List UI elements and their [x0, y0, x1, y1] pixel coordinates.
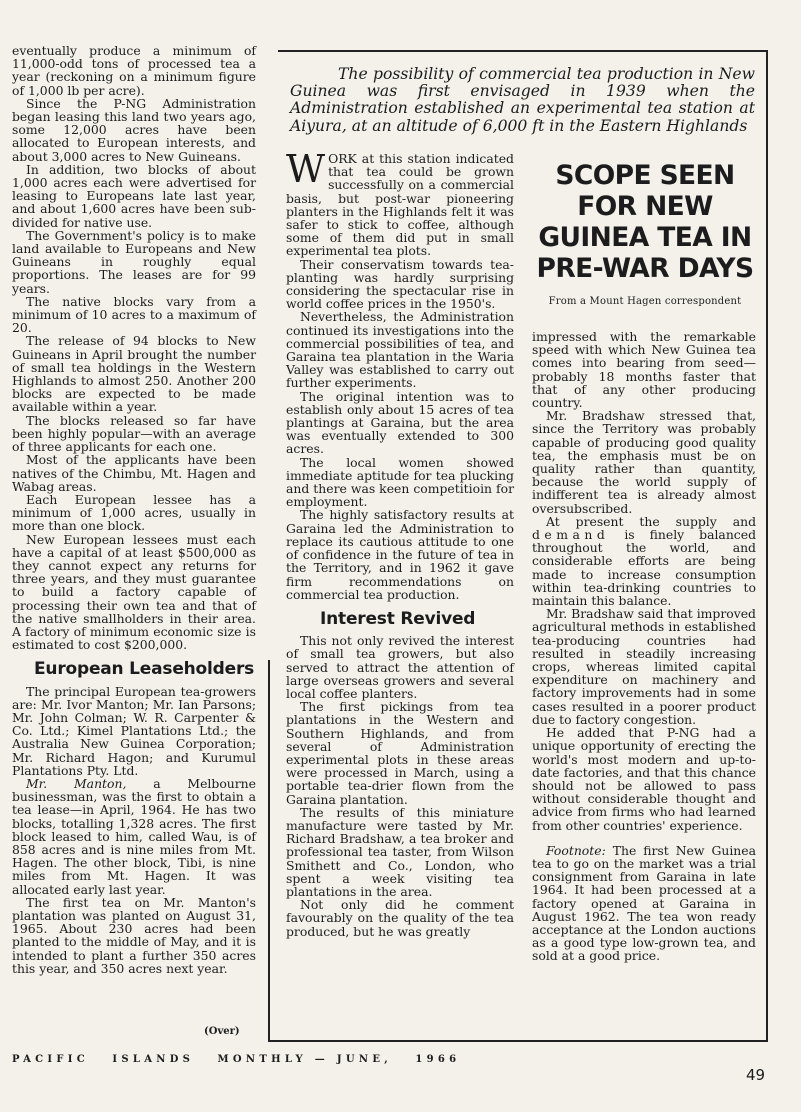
footnote-text: The first New Guinea tea to go on the market was a trial consignment from Garaina in late 1964. It had been processed at a factory opened at Garaina in August 1962. The tea won ready acceptance at the London auctions as a good type low-grown tea, and sold at a good price.: [532, 842, 756, 964]
paragraph: The principal European tea-growers are: Mr. Ivor Manton; Mr. Ian Parsons; Mr. John Colman; W. R. Carpenter & Co. Ltd.; Kimel Plantations Ltd.; the Australia New Guinea Corporation; Mr. Richard Hagon; and Kurumul Plantations Pty. Ltd.: [12, 683, 256, 778]
box-rule-left: [268, 660, 270, 1040]
byline: From a Mount Hagen correspondent: [548, 296, 742, 307]
box-rule-top: [278, 50, 768, 52]
paragraph: The local women showed immediate aptitude for tea plucking and there was keen competitioin for employment.: [286, 454, 514, 510]
paragraph: impressed with the remarkable speed with which New Guinea tea comes into bearing from seed—probably 18 months faster that that of any other producing country.: [532, 329, 756, 411]
section-subheading: Interest Revived: [320, 608, 476, 629]
paragraph: The highly satisfactory results at Garaina led the Administration to replace its cautious attitude to one of confidence in the future of tea in the Territory, and in 1962 it gave firm recommendations on commercial tea production.: [286, 507, 514, 602]
paragraph: Nevertheless, the Administration continued its investigations into the commercial possibilities of tea, and Garaina tea plantation in the Waria Valley was established to carry out further experiments.: [286, 309, 514, 391]
article-headline: SCOPE SEEN FOR NEW GUINEA TEA IN PRE-WAR DAYS: [536, 160, 754, 284]
paragraph-text: is finely balanced throughout the world, and considerable efforts are being made to increase consumption within tea-drinking countries to maintain this balance.: [532, 527, 756, 609]
paragraph: Each European lessee has a minimum of 1,000 acres, usually in more than one block.: [12, 491, 256, 534]
paragraph: The first pickings from tea plantations in the Western and Southern Highlands, and from several of Administration experimental plots in these areas were processed in March, using a portable tea-drier flown from the Garaina plantation.: [286, 699, 514, 807]
paragraph: New European lessees must each have a capital of at least $500,000 as they cannot expect any returns for three years, and they must guarantee to build a factory capable of processing their own tea and that of the native smallholders in their area. A factory of minimum economic size is estimated to cost $200,000.: [12, 531, 256, 653]
spaced-word: demand: [532, 527, 610, 543]
column-right: [532, 330, 756, 963]
paragraph: The blocks released so far have been highly popular—with an average of three applicants for each one.: [12, 412, 256, 455]
italic-lead-in: Mr. Manton,: [26, 775, 127, 791]
paragraph: Most of the applicants have been natives of the Chimbu, Mt. Hagen and Wabag areas.: [12, 452, 256, 494]
paragraph: [12, 777, 256, 896]
paragraph: The first tea on Mr. Manton's plantation was planted on August 31, 1965. About 230 acres had been planted to the middle of May, and it is intended to plant a further 350 acres this year, and 350 acres next year.: [12, 894, 256, 976]
paragraph: The Government's policy is to make land available to Europeans and New Guineans in roughly equal proportions. The leases are for 99 years.: [12, 227, 256, 296]
column-left: [12, 44, 256, 975]
page-number: 49: [746, 1066, 766, 1084]
paragraph: The original intention was to establish only about 15 acres of tea plantings at Garaina, but the area was eventually extended to 300 acres.: [286, 388, 514, 457]
paragraph: Their conservatism towards tea-planting was hardly surprising considering the spectacular rise in world coffee prices in the 1950's.: [286, 256, 514, 312]
paragraph: The results of this miniature manufacture were tasted by Mr. Richard Bradshaw, a tea broker and professional tea taster, from Wilson Smithett and Co., London, who spent a week visiting tea plantations in the area.: [286, 804, 514, 899]
paragraph-text: a Melbourne businessman, was the first to obtain a tea lease—in April, 1964. He has two blocks, totalling 1,328 acres. The first block leased to him, called Wau, is of 858 acres and is nine miles from Mt. Hagen. The other block, Tibi, is nine miles from Mt. Hagen. It was allocated early last year.: [12, 775, 256, 897]
column-middle: [286, 147, 514, 939]
footnote: [532, 844, 756, 963]
paragraph-text: At present the supply and: [546, 513, 756, 529]
continued-over-note: (Over): [204, 1026, 240, 1037]
paragraph: In addition, two blocks of about 1,000 acres each were advertised for leasing to Europeans late last year, and about 1,600 acres have been sub-divided for native use.: [12, 161, 256, 230]
paragraph: Mr. Bradshaw stressed that, since the Territory was probably capable of producing good quality tea, the emphasis must be on quality rather than quantity, because the world supply of indifferent tea is already almost oversubscribed.: [532, 408, 756, 516]
section-subheading: European Leaseholders: [34, 659, 255, 680]
paragraph: Mr. Bradshaw said that improved agricultural methods in established tea-producing countries had resulted in steadily increasing crops, whereas limited capital expenditure on machinery and factory improvements had in some cases resulted in a poorer product due to factory congestion.: [532, 606, 756, 727]
publication-footer: PACIFIC ISLANDS MONTHLY — JUNE, 1966: [12, 1054, 461, 1065]
paragraph: The release of 94 blocks to New Guineans in April brought the number of small tea holdings in the Western Highlands to almost 250. Another 200 blocks are expected to be made available within a year.: [12, 333, 256, 415]
paragraph: Not only did he comment favourably on the quality of the tea produced, but he was greatly: [286, 897, 514, 939]
footnote-label: Footnote:: [546, 842, 606, 858]
paragraph: [286, 147, 514, 259]
paragraph: Since the P-NG Administration began leasing this land two years ago, some 12,000 acres have been allocated to European interests, and about 3,000 acres to New Guineans.: [12, 95, 256, 164]
paragraph: This not only revived the interest of small tea growers, but also served to attract the attention of large overseas growers and several local coffee planters.: [286, 633, 514, 701]
article-intro: The possibility of commercial tea production in New Guinea was first envisaged in 1939 when the Administration established an experimental tea station at Aiyura, at an altitude of 6,000 ft in the Eastern Highlands: [290, 65, 755, 135]
paragraph: [532, 515, 756, 607]
box-rule-right: [766, 50, 768, 1040]
box-rule-bottom: [268, 1040, 768, 1042]
paragraph: He added that P-NG had a unique opportunity of erecting the world's most modern and up-to-date factories, and that this chance should not be allowed to pass without considerable thought and advice from firms who had learned from other countries' experience.: [532, 725, 756, 833]
drop-cap: W: [286, 147, 326, 191]
paragraph: eventually produce a minimum of 11,000-odd tons of processed tea a year (reckoning on a minimum figure of 1,000 lb per acre).: [12, 43, 256, 98]
paragraph: The native blocks vary from a minimum of 10 acres to a maximum of 20.: [12, 293, 256, 336]
paragraph-text: ORK at this station indicated that tea could be grown successfully on a commercial basis, but post-war pioneering planters in the Highlands felt it was safer to stick to coffee, although some of them did put in small experimental tea plots.: [286, 151, 514, 259]
